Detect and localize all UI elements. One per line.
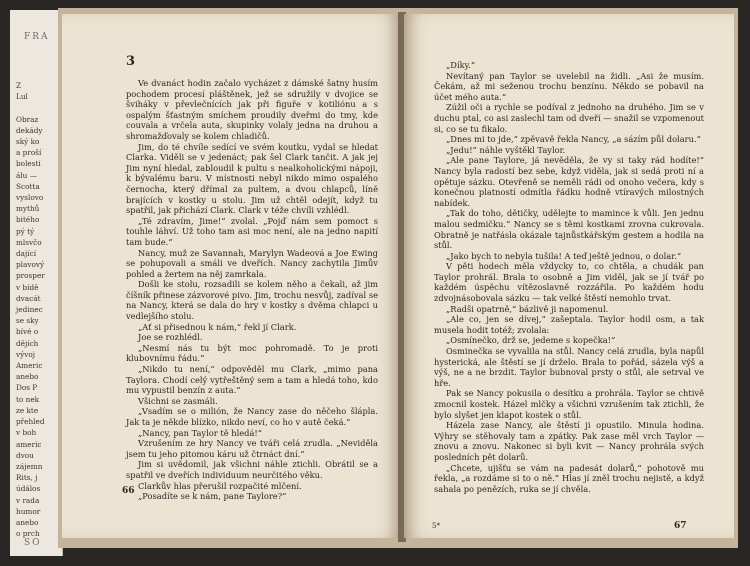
paragraph: Došli ke stolu, rozsadili se kolem něho a čekali, až jim číšník přinese zázvorové pivo. Jim, trochu nesvůj, zadíval se na Nancy, která se dala do hry v kostky s dvěma chlapci u vedlejšího stolu.: [126, 279, 378, 322]
paragraph: „Tak do toho, dětičky, udělejte to mamince k vůli. Jen jednu malou sedmičku.“ Nancy se s těmi kostkami zrovna cukrovala. Obratně je natřásla okázale tajnůstkářským gestem a hodila na stůl.: [434, 208, 704, 251]
edge-line: dějích: [16, 338, 39, 348]
edge-line: Americ: [16, 361, 43, 371]
back-book-page-edge: [16, 80, 63, 539]
edge-line: anebo: [16, 372, 39, 382]
paragraph: „Dnes mi to jde,“ zpěvavě řekla Nancy, „a sázím půl dolaru.“: [446, 134, 701, 145]
right-page-text: [434, 60, 704, 494]
edge-line: bívé o: [16, 327, 39, 337]
paragraph: „Díky.“: [446, 60, 476, 70]
paragraph: Ve dvanáct hodin začalo vycházet z dámské šatny husím pochodem procesí pláštěnek, jež se sdružily v dvojice se šviháky v převlečnících jak při figuře v kotiliónu a s ospalým šťastným smíchem proudily dveřmi do tmy, kde couvala a vrčela auta, skupinky volaly jedna na druhou a shromažďovaly se kolem chladičů.: [126, 78, 378, 141]
edge-line: přehled: [16, 417, 45, 427]
paragraph: „Vsadím se o milión, že Nancy zase do něčeho šlápla. Jak ta je někde blízko, nikdo neví, co ho v autě čeká.“: [126, 406, 378, 427]
edge-line: americ: [16, 439, 42, 449]
edge-line: v boh: [16, 428, 37, 438]
paragraph: Nevítaný pan Taylor se uvelebil na židli. „Asi že musím. Čekám, až mi seženou trochu benzínu. Někdo se pobavil na účet mého auta.“: [434, 70, 704, 102]
paragraph: Jim, do té chvíle sedící ve svém koutku, vydal se hledat Clarka. Viděli se v jedenáct; pak šel Clark tančit. A jak jej Jim nyní hledal, zabloudil k pultu s nealkoholickými nápoji, k bývalému baru. V místnosti nebyl nikdo mimo ospalého černocha, který dřímal za pultem, a dvou chlapců, líně brajících v kostky u stolu. Jim už chtěl odejít, když tu spatřil, jak přichází Clark. Clark v téže chvíli vzhlédl.: [126, 141, 378, 216]
edge-line: dvou: [16, 450, 34, 460]
paragraph: „Ale pane Taylore, já nevěděla, že vy si taky rád hodíte!“ Nancy byla radostí bez sebe, když viděla, jak si sedá proti ní a opětuje sázku. Otevřeně se neměli rádi od onoho večera, kdy s konečnou platností odmítla řádku hodně vtíravých milostných nabídek.: [434, 155, 704, 208]
edge-line: a proší: [16, 148, 42, 158]
edge-line: jedinec: [16, 305, 43, 315]
paragraph: „Nesmí nás tu být moc pohromadě. To je proti klubovnímu řádu.“: [126, 342, 378, 364]
edge-line: mlsvčo: [16, 237, 42, 247]
edge-line: mythů: [16, 204, 40, 214]
edge-line: vývoj: [16, 349, 36, 359]
left-page: [62, 14, 400, 538]
edge-line: ze kte: [16, 405, 39, 415]
paragraph: „Jako bych to nebyla tušila! A teď ještě jednou, o dolar.“: [446, 250, 682, 261]
paragraph: „Jedu!“ náhle vyštěkl Taylor.: [446, 144, 566, 155]
paragraph: Pak se Nancy pokusila o desítku a prohrála. Taylor se chtivě zmocnil kostek. Házel mlčky a všichni vzrušením tak ztichli, že bylo slyšet jen klapot kostek o stůl.: [434, 388, 704, 420]
paragraph: „Radši opatrně,“ bázlivě ji napomenul.: [446, 303, 609, 314]
paragraph: Clarkův hlas přerušil rozpačité mlčení.: [138, 480, 302, 491]
paragraph: Vzrušením ze hry Nancy ve tváři celá zrudla. „Neviděla jsem tu jeho pitomou káru už čtrnáct dní.“: [126, 438, 378, 459]
edge-line: zájemn: [16, 461, 43, 471]
right-page-number: 67: [674, 521, 687, 531]
paragraph: „Posadíte se k nám, pane Taylore?“: [138, 491, 287, 502]
left-page-text: [126, 78, 378, 502]
edge-line: prosper: [16, 271, 45, 281]
paragraph: Jim si uvědomil, jak všichni náhle ztichli. Obrátil se a spatřil ve dveřích individuum neurčitého věku.: [126, 459, 378, 480]
edge-line: v bídě: [16, 282, 39, 292]
paragraph: „Ale co, jen se dívej,“ zašeptala. Taylor hodil osm, a tak musela hodit totéž; zvolala:: [434, 314, 704, 335]
edge-line: to nek: [16, 394, 40, 404]
paragraph: Nancy, muž ze Savannah, Marylyn Wadeová a Joe Ewing se pohupovali a smáli ve dveřích. Nancy zachytila Jimův pohled a žertem na něj zamrkala.: [126, 247, 378, 279]
paragraph: Házela zase Nancy, ale štěstí ji opustilo. Minula hodina. Výhry se stěhovaly tam a zpátky. Pak zase měl vrch Taylor — znovu a znovu. Nakonec si byli kvit — Nancy prohrála svých posledních pět dolarů.: [434, 420, 704, 462]
edge-line: Dos P: [16, 383, 38, 393]
edge-line: Lul: [16, 92, 28, 102]
edge-line: údálos: [16, 484, 41, 494]
paragraph: „Nancy, pan Taylor tě hledá!“: [138, 427, 262, 438]
edge-line: bolesti: [16, 159, 41, 169]
edge-line: plavový: [16, 260, 45, 270]
edge-line: Rits, j: [16, 473, 38, 483]
edge-line: pý tý: [16, 226, 35, 236]
edge-line: [16, 102, 63, 113]
edge-line: dající: [16, 249, 37, 259]
edge-line: ský ko: [16, 137, 40, 147]
edge-line: Scotta: [16, 181, 40, 191]
paragraph: Joe se rozhlédl.: [138, 332, 203, 343]
right-page: [404, 14, 734, 538]
chapter-number: 3: [126, 54, 136, 69]
edge-line: dekády: [16, 125, 43, 135]
paragraph: „Chcete, ujišťu se vám na padesát dolarů,“ pohotově mu řekla, „a rozdáme si to o ně.“ Hlas jí zněl trochu nejistě, a když sahala po penězích, ruka se jí chvěla.: [434, 462, 704, 494]
back-book-cover-bottom: SO: [24, 538, 42, 548]
paragraph: Osminečka se vyvalila na stůl. Nancy celá zrudla, byla napůl hysterická, ale štěstí se jí drželo. Brala to pořád, sázela výš a výš, ne a ne brzdit. Taylor bubnoval prsty o stůl, ale setrval ve hře.: [434, 346, 704, 388]
edge-line: Obraz: [16, 114, 39, 124]
edge-line: o prch: [16, 529, 40, 539]
edge-line: dvacát: [16, 293, 41, 303]
paragraph: „Nikdo tu není,“ odpověděl mu Clark, „mimo pana Taylora. Chodí celý vytřeštěný sem a tam a hledá toho, kdo mu vypustil benzín z auta.“: [126, 364, 378, 396]
paragraph: Zúžil oči a rychle se podíval z jednoho na druhého. Jim se v duchu ptal, co asi zaslechl tam od dveří — snažil se vzpomenout si, co se tu fikalo.: [434, 102, 704, 134]
edge-line: humor: [16, 506, 41, 516]
edge-line: se sky: [16, 316, 39, 326]
paragraph: „Té zdravím, Jime!“ zvolal. „Pojď nám sem pomoct s touhle láhví. Už toho tam asi moc není, ale na jedno napití tam bude.“: [126, 215, 378, 247]
printer-signature: 5*: [432, 522, 440, 530]
edge-line: anebo: [16, 517, 39, 527]
background-book: [10, 10, 63, 556]
edge-line: v rada: [16, 495, 40, 505]
paragraph: „Ať si přisednou k nám,“ řekl jí Clark.: [138, 321, 297, 332]
edge-line: bitého: [16, 215, 40, 225]
edge-line: Z: [16, 81, 22, 90]
paragraph: Všichni se zasmáli.: [138, 395, 218, 406]
paragraph: V pěti hodech měla vždycky to, co chtěla, a chudák pan Taylor prohrál. Brala to osobně a Jim viděl, jak se jí tvář po každém úspěchu vítězoslavně rozzářila. Po každém hodu zdvojnásobovala sázku — tak velké štěstí nemohlo trvat.: [434, 261, 704, 304]
back-book-cover-top: FRA: [24, 32, 50, 42]
paragraph: „Osmínečko, drž se, jedeme s kopečka!“: [446, 335, 616, 346]
edge-line: álu —: [16, 170, 37, 180]
edge-line: vyslovo: [16, 193, 44, 203]
left-page-number: 66: [122, 486, 135, 496]
open-book: [58, 8, 738, 548]
